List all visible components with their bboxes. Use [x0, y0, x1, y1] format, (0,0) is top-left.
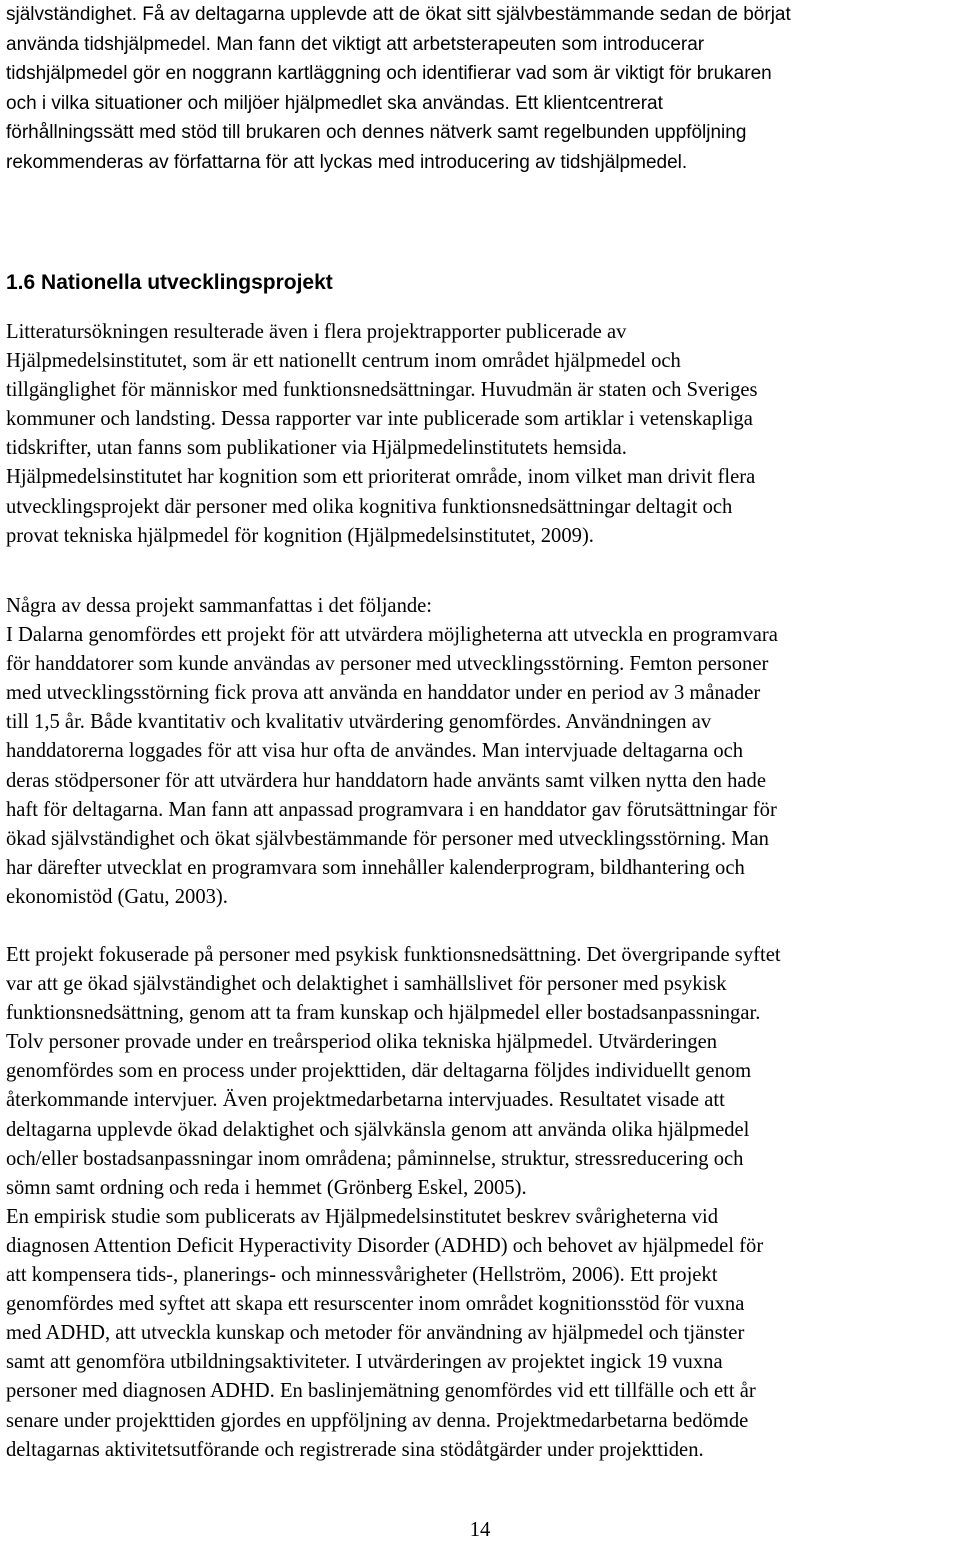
text-line: senare under projekttiden gjordes en uppföljning av denna. Projektmedarbetarna bedömde: [6, 1409, 749, 1432]
text-line: utvecklingsprojekt där personer med olika kognitiva funktionsnedsättningar deltagit och: [6, 495, 733, 518]
text-line: funktionsnedsättning, genom att ta fram kunskap och hjälpmedel eller bostadsanpassningar.: [6, 1002, 761, 1025]
text-line: rekommenderas av författarna för att lyckas med introducering av tidshjälpmedel.: [6, 151, 688, 173]
text-line: ekonomistöd (Gatu, 2003).: [6, 885, 228, 908]
text-line: deltagarna upplevde ökad delaktighet och självkänsla genom att använda olika hjälpmedel: [6, 1118, 750, 1141]
text-line: ökad självständighet och ökat självbestämmande för personer med utvecklingsstörning. Man: [6, 827, 769, 850]
text-line: återkommande intervjuer. Även projektmedarbetarna intervjuades. Resultatet visade att: [6, 1089, 725, 1112]
text-line: och i vilka situationer och miljöer hjälpmedlet ska användas. Ett klientcentrerat: [6, 92, 663, 114]
text-line: var att ge ökad självständighet och delaktighet i samhällslivet för personer med psykisk: [6, 973, 727, 996]
text-line: diagnosen Attention Deficit Hyperactivity Disorder (ADHD) och behovet av hjälpmedel för: [6, 1234, 764, 1257]
text-line: har därefter utvecklat en programvara som innehåller kalenderprogram, bildhantering och: [6, 856, 745, 879]
text-line: och/eller bostadsanpassningar inom områdena; påminnelse, struktur, stressreducering och: [6, 1147, 744, 1170]
text-line: tillgänglighet för människor med funktionsnedsättningar. Huvudmän är staten och Sveriges: [6, 379, 758, 402]
text-line: förhållningssätt med stöd till brukaren och dennes nätverk samt regelbunden uppföljning: [6, 122, 747, 143]
text-line: Hjälpmedelsinstitutet har kognition som ett prioriterat område, inom vilket man drivit flera: [6, 466, 756, 489]
text-line: att kompensera tids-, planerings- och minnessvårigheter (Hellström, 2006). Ett projekt: [6, 1264, 718, 1287]
text-line: genomfördes som en process under projekttiden, där deltagarna följdes individuellt genom: [6, 1060, 752, 1083]
intro-paragraph: [6, 0, 956, 177]
text-line: med utvecklingsstörning fick prova att använda en handdator under en period av 3 månader: [6, 682, 761, 705]
text-line: sömn samt ordning och reda i hemmet (Grönberg Eskel, 2005).: [6, 1176, 527, 1199]
text-line: Några av dessa projekt sammanfattas i det följande:: [6, 595, 433, 617]
text-line: kommuner och landsting. Dessa rapporter var inte publicerade som artiklar i vetenskapliga: [6, 408, 753, 431]
page-number: 14: [469, 1519, 491, 1541]
text-line: använda tidshjälpmedel. Man fann det viktigt att arbetsterapeuten som introducerar: [6, 33, 705, 55]
text-line: deras stödpersoner för att utvärdera hur handdatorn hade använts samt vilken nytta den hade: [6, 769, 766, 792]
body-paragraph-2: [6, 592, 958, 912]
text-line: deltagarnas aktivitetsutförande och registrerade sina stödåtgärder under projekttiden.: [6, 1438, 704, 1461]
text-line: tidshjälpmedel gör en noggrann kartläggning och identifierar vad som är viktigt för brukaren: [6, 63, 772, 84]
text-line: Ett projekt fokuserade på personer med psykisk funktionsnedsättning. Det övergripande syftet: [6, 944, 781, 966]
text-line: handdatorerna loggades för att visa hur ofta de användes. Man intervjuade deltagarna och: [6, 740, 744, 763]
text-line: haft för deltagarna. Man fann att anpassad programvara i en handdator gav förutsättningar för: [6, 798, 777, 821]
text-line: självständighet. Få av deltagarna upplevde att de ökat sitt självbestämmande sedan de börjat: [6, 4, 791, 25]
text-line: till 1,5 år. Både kvantitativ och kvalitativ utvärdering genomfördes. Användningen av: [6, 711, 712, 734]
body-paragraph-3: [6, 941, 958, 1465]
text-line: provat tekniska hjälpmedel för kognition (Hjälpmedelsinstitutet, 2009).: [6, 524, 594, 547]
text-line: samt att genomföra utbildningsaktiviteter. I utvärderingen av projektet ingick 19 vuxna: [6, 1351, 723, 1374]
text-line: Tolv personer provade under en treårsperiod olika tekniska hjälpmedel. Utvärderingen: [6, 1031, 718, 1054]
text-line: Hjälpmedelsinstitutet, som är ett nationellt centrum inom området hjälpmedel och: [6, 350, 681, 373]
text-line: personer med diagnosen ADHD. En baslinjemätning genomfördes vid ett tillfälle och ett år: [6, 1380, 756, 1403]
text-line: genomfördes med syftet att skapa ett resurscenter inom området kognitionsstöd för vuxna: [6, 1293, 745, 1316]
text-line: Litteratursökningen resulterade även i flera projektrapporter publicerade av: [6, 321, 627, 343]
text-line: En empirisk studie som publicerats av Hjälpmedelsinstitutet beskrev svårigheterna vid: [6, 1205, 719, 1228]
text-line: tidskrifter, utan fanns som publikationer via Hjälpmedelinstitutets hemsida.: [6, 437, 627, 460]
text-line: I Dalarna genomfördes ett projekt för att utvärdera möjligheterna att utveckla en programvara: [6, 624, 778, 647]
section-heading: 1.6 Nationella utvecklingsprojekt: [6, 271, 333, 294]
body-paragraph-1: [6, 318, 958, 551]
text-line: med ADHD, att utveckla kunskap och metoder för användning av hjälpmedel och tjänster: [6, 1322, 745, 1345]
text-line: för handdatorer som kunde användas av personer med utvecklingsstörning. Femton personer: [6, 653, 769, 676]
